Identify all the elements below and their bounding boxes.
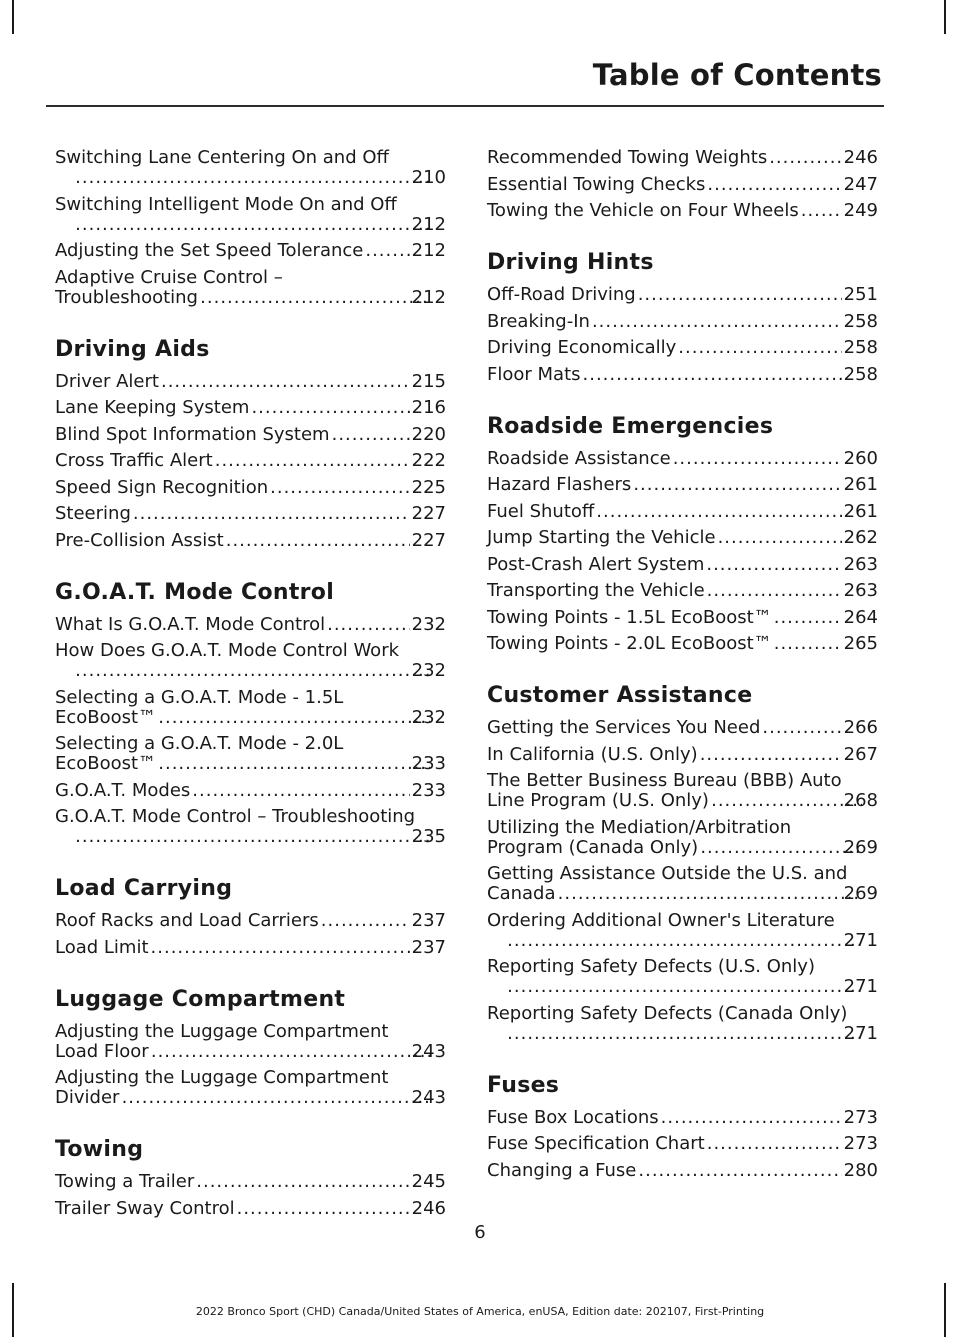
- toc-entry-page: 263: [843, 580, 878, 601]
- toc-entry[interactable]: [55, 938, 446, 958]
- toc-entry-page: 269: [843, 883, 878, 904]
- leader-dots: [711, 791, 862, 811]
- toc-entry-page: 273: [843, 1133, 878, 1154]
- toc-entry[interactable]: [55, 734, 446, 774]
- toc-entry-title: Towing the Vehicle on Four Wheels: [487, 200, 799, 221]
- leader-dots: [706, 555, 841, 575]
- section-heading: Driving Aids: [55, 336, 210, 362]
- leader-dots: [75, 661, 430, 681]
- toc-entry[interactable]: [487, 1134, 878, 1154]
- toc-entry-title: G.O.A.T. Mode Control – Troubleshooting: [55, 806, 416, 827]
- toc-entry-title: EcoBoost™: [55, 753, 157, 774]
- toc-entry-title: Essential Towing Checks: [487, 173, 706, 195]
- toc-entry-title: Jump Starting the Vehicle: [487, 527, 716, 548]
- toc-entry-title: Towing Points - 2.0L EcoBoost™: [487, 633, 772, 654]
- toc-entry-page: 235: [411, 826, 446, 847]
- toc-entry[interactable]: [55, 1172, 446, 1192]
- toc-entry-title: Changing a Fuse: [487, 1159, 637, 1181]
- toc-entry-page: 243: [411, 1087, 446, 1108]
- toc-entry-title: Adjusting the Luggage Compartment: [55, 1020, 389, 1042]
- leader-dots: [507, 931, 862, 951]
- toc-entry-title: Roadside Assistance: [487, 447, 671, 469]
- toc-entry-page: 269: [843, 836, 878, 858]
- leader-dots: [633, 475, 841, 495]
- leader-dots: [596, 502, 841, 522]
- leader-dots: [196, 1172, 409, 1192]
- toc-entry-page: 225: [411, 476, 446, 498]
- toc-entry[interactable]: [487, 745, 878, 765]
- toc-entry-title: Load Floor: [55, 1040, 149, 1062]
- toc-entry-title: In California (U.S. Only): [487, 743, 698, 765]
- toc-entry-title: Fuel Shutoff: [487, 500, 595, 522]
- toc-entry[interactable]: [55, 688, 446, 728]
- leader-dots: [192, 781, 409, 801]
- toc-entry-title: Switching Lane Centering On and Off: [55, 147, 389, 168]
- leader-dots: [215, 451, 410, 471]
- toc-entry-title: Driving Economically: [487, 337, 677, 358]
- leader-dots: [237, 1199, 410, 1219]
- leader-dots: [151, 1042, 430, 1062]
- leader-dots: [251, 398, 409, 418]
- toc-entry-page: 265: [843, 633, 878, 654]
- leader-dots: [332, 425, 410, 445]
- toc-entry[interactable]: [55, 372, 446, 392]
- toc-entry-page: 232: [411, 613, 446, 635]
- toc-entry[interactable]: [487, 201, 878, 221]
- toc-right-column: [487, 148, 878, 1187]
- toc-entry-title: Reporting Safety Defects (Canada Only): [487, 1002, 848, 1024]
- toc-entry[interactable]: [487, 911, 878, 951]
- toc-entry-title: Program (Canada Only): [487, 836, 699, 858]
- toc-entry-title: Floor Mats: [487, 363, 581, 385]
- section-heading: G.O.A.T. Mode Control: [55, 579, 335, 605]
- leader-dots: [558, 884, 862, 904]
- leader-dots: [661, 1108, 842, 1128]
- toc-entry-page: 260: [843, 447, 878, 469]
- toc-entry-title: Trailer Sway Control: [55, 1197, 235, 1219]
- toc-entry-page: 258: [843, 363, 878, 385]
- leader-dots: [161, 372, 410, 392]
- toc-entry-title: Canada: [487, 883, 556, 904]
- toc-entry[interactable]: [55, 478, 446, 498]
- toc-entry-page: 280: [843, 1159, 878, 1181]
- leader-dots: [700, 838, 861, 858]
- leader-dots: [583, 365, 842, 385]
- toc-entry[interactable]: [55, 911, 446, 931]
- toc-entry[interactable]: [487, 634, 878, 654]
- toc-entry[interactable]: [487, 1004, 878, 1044]
- toc-entry-page: 264: [843, 606, 878, 628]
- toc-entry-title: Divider: [55, 1087, 120, 1108]
- toc-entry-title: Adaptive Cruise Control –: [55, 266, 283, 288]
- toc-entry[interactable]: [487, 528, 878, 548]
- toc-entry[interactable]: [55, 615, 446, 635]
- toc-entry-title: Recommended Towing Weights: [487, 147, 768, 168]
- leader-dots: [75, 827, 430, 847]
- toc-entry-title: Off-Road Driving: [487, 284, 636, 305]
- toc-entry[interactable]: [487, 555, 878, 575]
- toc-entry-title: Adjusting the Set Speed Tolerance: [55, 240, 364, 261]
- toc-entry-page: 243: [411, 1040, 446, 1062]
- toc-entry[interactable]: [487, 771, 878, 811]
- toc-entry[interactable]: [487, 1108, 878, 1128]
- leader-dots: [75, 168, 430, 188]
- toc-entry-page: 258: [843, 310, 878, 332]
- toc-entry-page: 271: [843, 976, 878, 997]
- toc-entry-page: 227: [411, 529, 446, 551]
- toc-entry-title: Selecting a G.O.A.T. Mode - 1.5L: [55, 686, 344, 708]
- toc-entry[interactable]: [487, 1161, 878, 1181]
- toc-entry[interactable]: [55, 1022, 446, 1062]
- leader-dots: [707, 1134, 842, 1154]
- toc-entry-title: Selecting a G.O.A.T. Mode - 2.0L: [55, 733, 344, 754]
- toc-entry-title: Hazard Flashers: [487, 474, 632, 495]
- toc-entry[interactable]: [487, 864, 878, 904]
- toc-entry-title: Pre-Collision Assist: [55, 529, 224, 551]
- toc-entry-title: Reporting Safety Defects (U.S. Only): [487, 956, 815, 977]
- toc-entry[interactable]: [487, 338, 878, 358]
- toc-entry-page: 273: [843, 1106, 878, 1128]
- leader-dots: [673, 449, 842, 469]
- toc-entry[interactable]: [487, 475, 878, 495]
- footer-edition-info: 2022 Bronco Sport (CHD) Canada/United States of America, enUSA, Edition date: 202107, First-Printing: [195, 1305, 765, 1318]
- toc-entry[interactable]: [55, 531, 446, 551]
- toc-entry[interactable]: [487, 818, 878, 858]
- toc-entry-title: Line Program (U.S. Only): [487, 790, 709, 811]
- toc-entry[interactable]: [55, 241, 446, 261]
- toc-entry[interactable]: [487, 581, 878, 601]
- toc-entry-page: 263: [843, 553, 878, 575]
- leader-dots: [678, 338, 841, 358]
- toc-entry-title: Troubleshooting: [55, 286, 198, 308]
- leader-dots: [507, 977, 862, 997]
- leader-dots: [270, 478, 410, 498]
- toc-entry-title: Lane Keeping System: [55, 397, 250, 418]
- toc-entry-page: 271: [843, 1022, 878, 1044]
- toc-entry-page: 258: [843, 337, 878, 358]
- toc-entry[interactable]: [487, 608, 878, 628]
- toc-entry-title: G.O.A.T. Modes: [55, 779, 191, 801]
- header-divider: [46, 105, 884, 107]
- toc-entry-title: Getting the Services You Need: [487, 717, 761, 738]
- leader-dots: [151, 938, 410, 958]
- toc-entry-page: 237: [411, 936, 446, 958]
- toc-entry-title: How Does G.O.A.T. Mode Control Work: [55, 640, 400, 661]
- toc-entry-title: Fuse Specification Chart: [487, 1133, 705, 1154]
- toc-entry-page: 232: [411, 660, 446, 681]
- leader-dots: [638, 285, 842, 305]
- leader-dots: [638, 1161, 841, 1181]
- toc-entry-page: 233: [411, 779, 446, 801]
- toc-entry[interactable]: [487, 502, 878, 522]
- toc-entry-page: 220: [411, 423, 446, 445]
- toc-entry-page: 271: [843, 929, 878, 951]
- toc-entry[interactable]: [55, 398, 446, 418]
- toc-entry-title: Blind Spot Information System: [55, 423, 330, 445]
- crop-mark: [944, 0, 946, 34]
- leader-dots: [158, 754, 430, 774]
- leader-dots: [769, 148, 841, 168]
- toc-entry-title: Driver Alert: [55, 370, 159, 392]
- toc-entry-page: 268: [843, 790, 878, 811]
- toc-entry-page: 261: [843, 474, 878, 495]
- toc-entry[interactable]: [55, 504, 446, 524]
- toc-entry-page: 215: [411, 370, 446, 392]
- leader-dots: [321, 911, 410, 931]
- toc-entry-page: 246: [843, 147, 878, 168]
- toc-entry-page: 210: [411, 167, 446, 188]
- toc-entry-title: Cross Traffic Alert: [55, 450, 213, 471]
- leader-dots: [327, 615, 410, 635]
- section-heading: Luggage Compartment: [55, 986, 346, 1012]
- toc-entry-title: Post-Crash Alert System: [487, 553, 705, 575]
- toc-entry[interactable]: [487, 285, 878, 305]
- toc-entry-page: 267: [843, 743, 878, 765]
- leader-dots: [707, 175, 841, 195]
- toc-entry-page: 216: [411, 397, 446, 418]
- toc-entry-title: What Is G.O.A.T. Mode Control: [55, 613, 326, 635]
- toc-entry-page: 212: [411, 213, 446, 235]
- toc-entry-title: The Better Business Bureau (BBB) Auto: [487, 770, 842, 791]
- toc-entry-page: 249: [843, 200, 878, 221]
- toc-entry-page: 245: [411, 1171, 446, 1192]
- toc-entry-title: Adjusting the Luggage Compartment: [55, 1067, 389, 1088]
- toc-entry[interactable]: [55, 148, 446, 188]
- toc-entry[interactable]: [55, 1199, 446, 1219]
- toc-entry-title: Load Limit: [55, 936, 149, 958]
- leader-dots: [592, 312, 842, 332]
- toc-entry[interactable]: [55, 807, 446, 847]
- toc-entry[interactable]: [487, 365, 878, 385]
- toc-entry-page: 232: [411, 706, 446, 728]
- toc-entry-page: 261: [843, 500, 878, 522]
- toc-entry-title: Switching Intelligent Mode On and Off: [55, 193, 397, 215]
- toc-entry-page: 246: [411, 1197, 446, 1219]
- toc-entry[interactable]: [487, 957, 878, 997]
- toc-entry-title: Fuse Box Locations: [487, 1106, 659, 1128]
- leader-dots: [700, 745, 842, 765]
- toc-entry[interactable]: [55, 195, 446, 235]
- leader-dots: [774, 608, 842, 628]
- toc-entry[interactable]: [55, 451, 446, 471]
- toc-entry[interactable]: [487, 175, 878, 195]
- toc-entry[interactable]: [55, 425, 446, 445]
- toc-entry[interactable]: [55, 268, 446, 308]
- leader-dots: [718, 528, 842, 548]
- toc-entry-title: Breaking-In: [487, 310, 590, 332]
- toc-left-column: [55, 148, 446, 1225]
- section-heading: Roadside Emergencies: [487, 413, 774, 439]
- leader-dots: [75, 215, 430, 235]
- toc-entry[interactable]: [55, 641, 446, 681]
- section-heading: Load Carrying: [55, 876, 233, 901]
- toc-entry-title: Towing Points - 1.5L EcoBoost™: [487, 606, 772, 628]
- toc-entry-title: Towing a Trailer: [55, 1171, 195, 1192]
- toc-entry[interactable]: [55, 781, 446, 801]
- toc-entry-page: 251: [843, 284, 878, 305]
- leader-dots: [365, 241, 409, 261]
- toc-entry-title: Ordering Additional Owner's Literature: [487, 909, 835, 931]
- toc-entry-page: 212: [411, 286, 446, 308]
- leader-dots: [762, 718, 841, 738]
- section-heading: Driving Hints: [487, 250, 654, 275]
- toc-entry-page: 227: [411, 503, 446, 524]
- toc-entry-title: EcoBoost™: [55, 706, 157, 728]
- toc-entry[interactable]: [55, 1068, 446, 1108]
- toc-entry-page: 233: [411, 753, 446, 774]
- toc-entry-page: 262: [843, 527, 878, 548]
- section-heading: Towing: [55, 1137, 144, 1162]
- toc-entry[interactable]: [487, 312, 878, 332]
- toc-entry-page: 266: [843, 717, 878, 738]
- toc-entry[interactable]: [487, 718, 878, 738]
- leader-dots: [507, 1024, 862, 1044]
- leader-dots: [121, 1088, 429, 1108]
- toc-entry-page: 212: [411, 240, 446, 261]
- toc-entry-page: 237: [411, 910, 446, 931]
- leader-dots: [158, 708, 430, 728]
- leader-dots: [774, 634, 842, 654]
- toc-entry[interactable]: [487, 148, 878, 168]
- toc-entry[interactable]: [487, 449, 878, 469]
- leader-dots: [801, 201, 842, 221]
- leader-dots: [707, 581, 842, 601]
- section-heading: Customer Assistance: [487, 683, 753, 708]
- leader-dots: [226, 531, 410, 551]
- toc-entry-title: Steering: [55, 503, 131, 524]
- toc-entry-title: Roof Racks and Load Carriers: [55, 910, 319, 931]
- crop-mark: [12, 0, 14, 34]
- leader-dots: [200, 288, 430, 308]
- page-number: 6: [474, 1222, 486, 1243]
- leader-dots: [133, 504, 410, 524]
- toc-entry-title: Transporting the Vehicle: [487, 580, 705, 601]
- toc-entry-title: Getting Assistance Outside the U.S. and: [487, 863, 848, 884]
- toc-entry-page: 222: [411, 450, 446, 471]
- toc-entry-title: Speed Sign Recognition: [55, 476, 269, 498]
- page-title: Table of Contents: [592, 58, 882, 92]
- section-heading: Fuses: [487, 1072, 560, 1098]
- toc-entry-page: 247: [843, 173, 878, 195]
- toc-entry-title: Utilizing the Mediation/Arbitration: [487, 816, 792, 838]
